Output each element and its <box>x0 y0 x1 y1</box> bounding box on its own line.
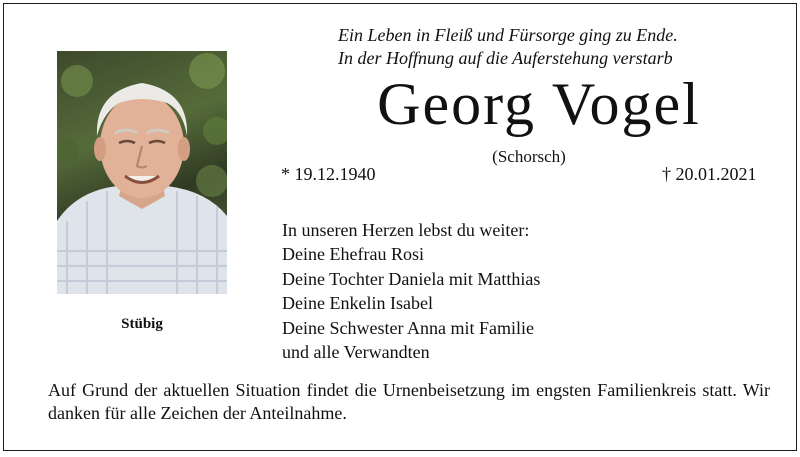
mourner-line: Deine Tochter Daniela mit Matthias <box>282 268 541 289</box>
photo-caption: Stübig <box>121 316 163 332</box>
intro-line: In der Hoffnung auf die Auferstehung verstarb <box>338 48 673 68</box>
portrait-photo <box>57 51 227 294</box>
mourners-list <box>282 218 540 364</box>
portrait-image <box>57 51 227 294</box>
intro-text <box>338 24 738 70</box>
mourner-line: Deine Ehefrau Rosi <box>282 244 424 265</box>
deceased-nickname: (Schorsch) <box>492 147 566 166</box>
intro-line: Ein Leben in Fleiß und Fürsorge ging zu Ende. <box>338 25 678 45</box>
death-date: † 20.01.2021 <box>662 164 757 184</box>
mourner-line: und alle Verwandten <box>282 342 430 363</box>
mourner-line: Deine Enkelin Isabel <box>282 293 433 314</box>
footer-text: Auf Grund der aktuellen Situation findet die Urnenbeisetzung im engsten Familienkreis statt. Wir danken für alle Zeichen der Anteilnahme. <box>48 380 770 423</box>
birth-date: * 19.12.1940 <box>281 164 376 184</box>
mourner-line: Deine Schwester Anna mit Familie <box>282 317 534 338</box>
mourner-line: In unseren Herzen lebst du weiter: <box>282 220 530 240</box>
obituary-notice <box>3 3 797 451</box>
deceased-name: Georg Vogel <box>377 71 701 137</box>
